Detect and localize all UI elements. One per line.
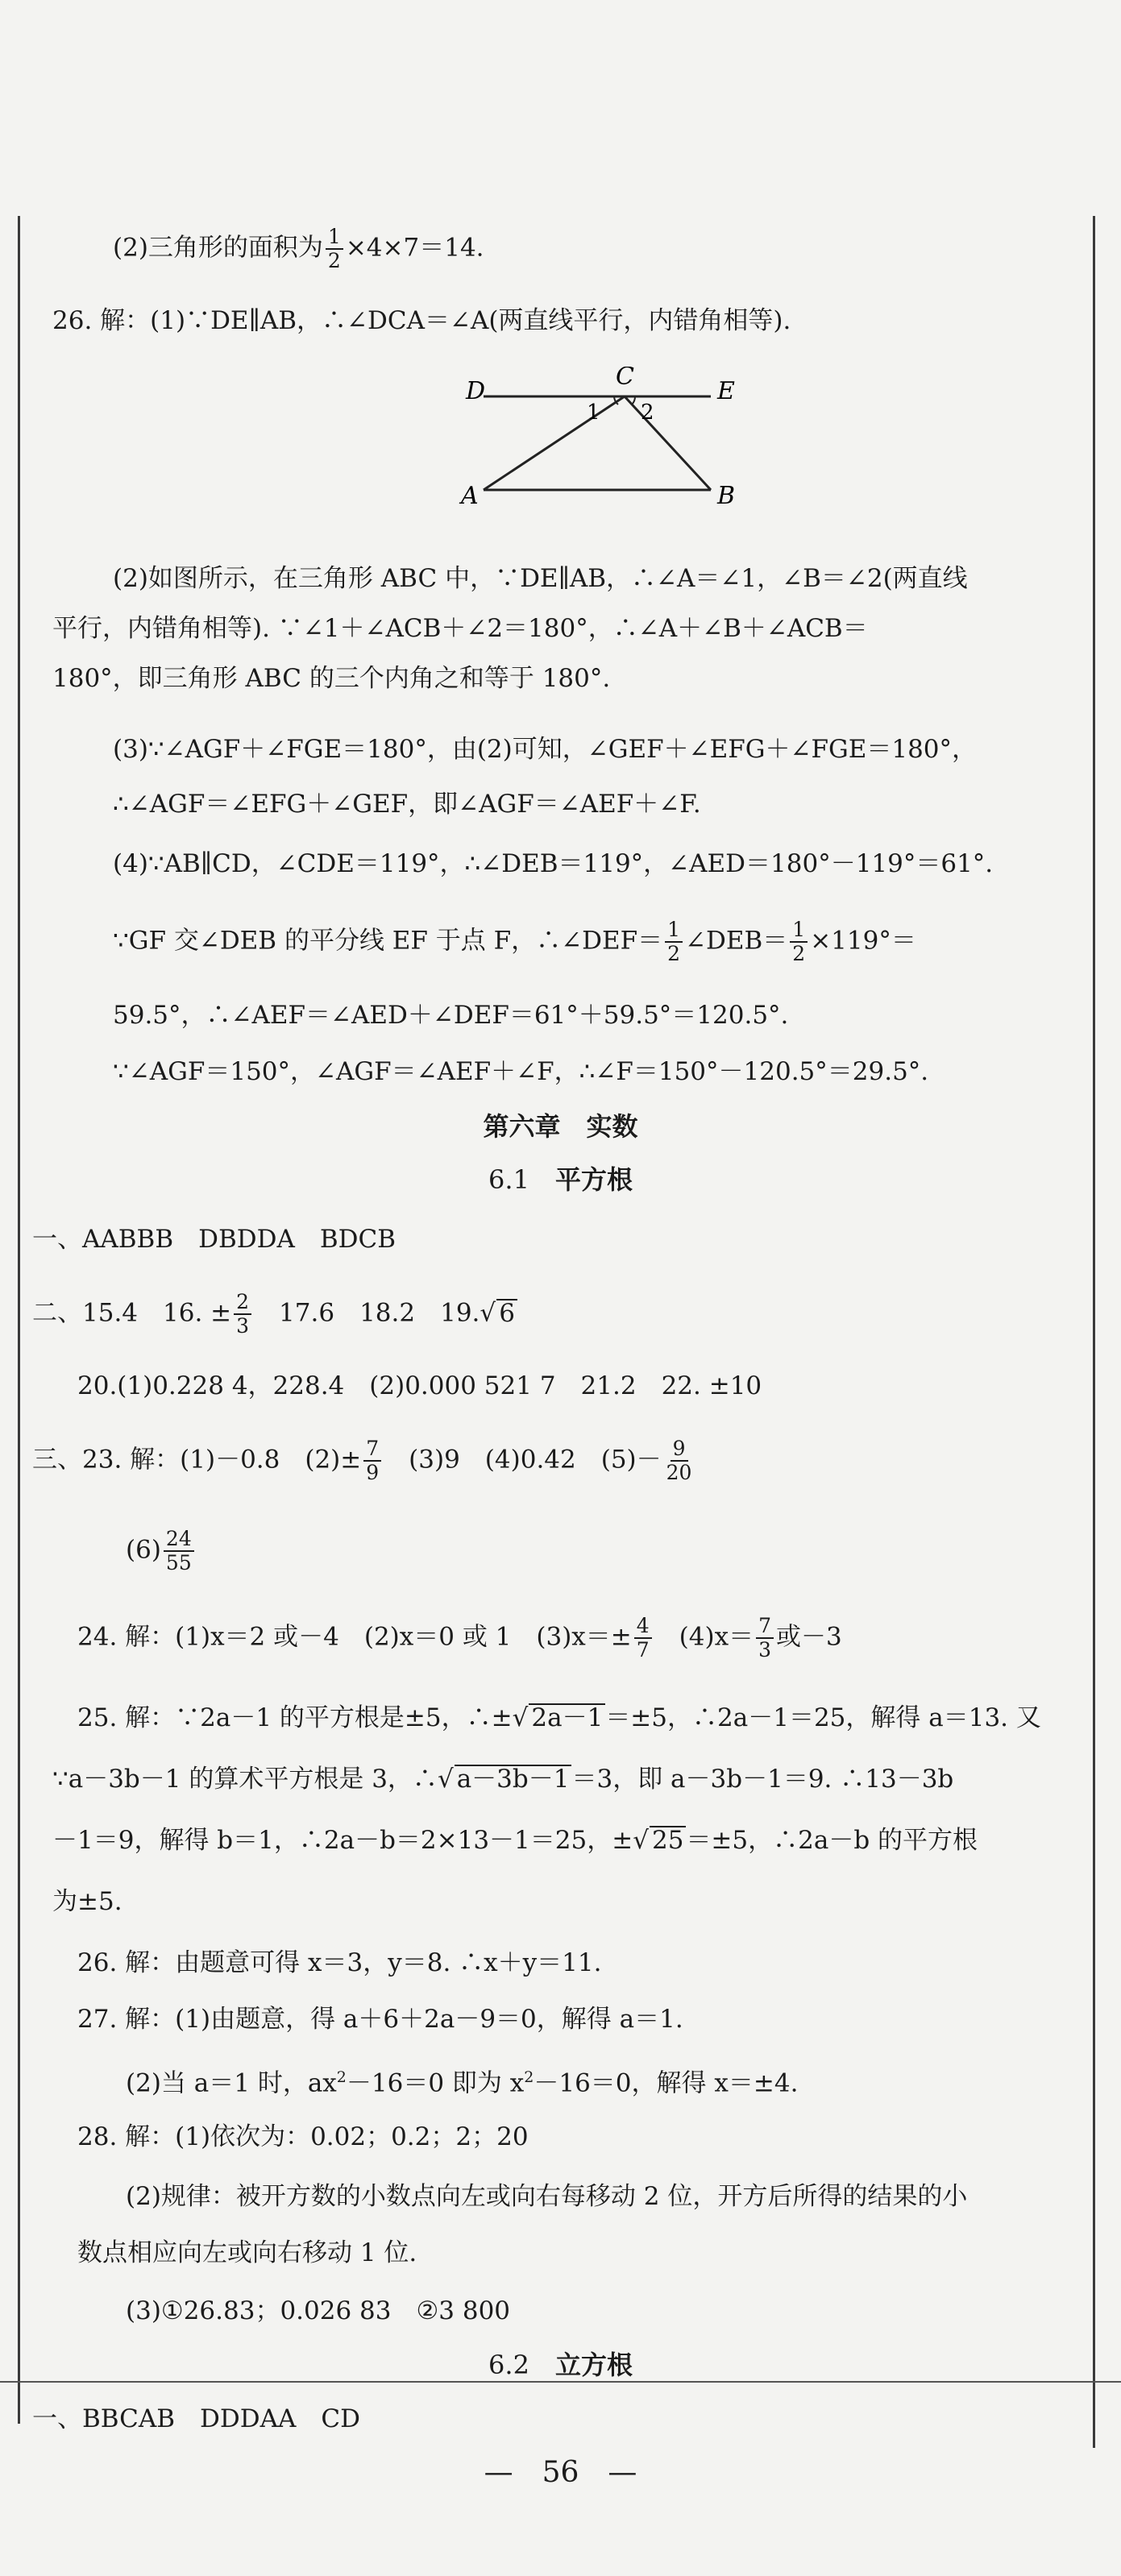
text: －1＝9，解得 b＝1，∴2a－b＝2×13－1＝25，± — [52, 1826, 633, 1855]
text: (4)x＝ — [654, 1622, 754, 1652]
text: 25. 解：∵2a－1 的平方根是±5，∴± — [77, 1703, 513, 1732]
s61-q25-b: ∵a－3b－1 的算术平方根是 3，∴√ a－3b－1＝3，即 a－3b－1＝9. ∴13－3b — [52, 1765, 954, 1794]
frac-den: 3 — [758, 1638, 771, 1661]
text: ×4×7＝14. — [345, 233, 484, 263]
frac-num: 4 — [634, 1615, 652, 1639]
frac-den: 2 — [327, 249, 341, 272]
frac-num: 7 — [363, 1437, 381, 1462]
label-c: C — [616, 367, 634, 391]
fraction — [326, 226, 343, 272]
left-margin-line — [18, 216, 20, 2424]
side-ca — [484, 396, 625, 490]
s61-q28-d: (3)①26.83；0.026 83 ②3 800 — [126, 2296, 511, 2325]
s61-q27-b — [126, 2061, 798, 2099]
section-number: 6.2 — [488, 2350, 529, 2380]
frac-den: 20 — [666, 1461, 692, 1484]
superscript: 2 — [524, 2068, 534, 2086]
label-d: D — [466, 377, 486, 405]
label-b: B — [717, 482, 736, 510]
text: 二、15.4 16. ± — [32, 1298, 232, 1328]
s61-q27-a: 27. 解：(1)由题意，得 a＋6＋2a－9＝0，解得 a＝1. — [77, 2005, 683, 2034]
label-e: E — [717, 377, 735, 405]
q26-line4b — [113, 919, 916, 965]
section-62-heading — [0, 2349, 1121, 2381]
s62-part1: 一、BBCAB DDDAA CD — [32, 2404, 360, 2433]
text: ×119°＝ — [810, 926, 916, 956]
triangle-figure — [451, 367, 741, 520]
section-title: 平方根 — [554, 1164, 633, 1195]
fraction — [665, 919, 683, 965]
sqrt-radicand: 25 — [650, 1826, 686, 1853]
section-number: 6.1 — [488, 1164, 529, 1195]
s61-part1: 一、AABBB DBDDA BDCB — [32, 1225, 396, 1254]
superscript: 2 — [336, 2068, 347, 2086]
frac-num: 9 — [671, 1437, 688, 1462]
fraction — [234, 1291, 251, 1338]
text: ∵GF 交∠DEB 的平分线 EF 于点 F，∴∠DEF＝ — [113, 926, 663, 956]
s61-q25-a: 25. 解：∵2a－1 的平方根是±5，∴±√ 2a－1＝±5，∴2a－1＝25，解得 a＝13. 又 — [77, 1703, 1041, 1732]
s61-q23-6 — [126, 1528, 197, 1574]
q26-line2c: 180°，即三角形 ABC 的三个内角之和等于 180°. — [52, 664, 611, 693]
s61-q28-c: 数点相应向左或向右移动 1 位. — [77, 2238, 417, 2267]
text: ＝3，即 a－3b－1＝9. ∴13－3b — [571, 1765, 954, 1794]
q26-line2b: 平行，内错角相等). ∵∠1＋∠ACB＋∠2＝180°，∴∠A＋∠B＋∠ACB＝ — [52, 614, 868, 643]
fraction — [790, 919, 808, 965]
label-angle-2: 2 — [641, 400, 654, 425]
page-number: — 56 — — [484, 2456, 637, 2489]
section-title: 立方根 — [554, 2350, 633, 2380]
q26-line3b: ∴∠AGF＝∠EFG＋∠GEF，即∠AGF＝∠AEF＋∠F. — [113, 790, 701, 819]
s61-q28-a: 28. 解：(1)依次为：0.02；0.2；2；20 — [77, 2122, 529, 2151]
frac-den: 2 — [792, 942, 806, 965]
frac-num: 1 — [326, 226, 343, 250]
bottom-rule — [0, 2381, 1121, 2383]
fraction — [664, 1437, 695, 1484]
text: ＝±5，∴2a－1＝25，解得 a＝13. 又 — [605, 1703, 1041, 1732]
q26-line4c: 59.5°，∴∠AEF＝∠AED＋∠DEF＝61°＋59.5°＝120.5°. — [113, 1001, 789, 1030]
frac-den: 2 — [667, 942, 681, 965]
q26-line4d: ∵∠AGF＝150°，∠AGF＝∠AEF＋∠F，∴∠F＝150°－120.5°＝29.5°. — [113, 1057, 929, 1086]
text: (2)当 a＝1 时，ax — [126, 2068, 337, 2098]
frac-num: 2 — [234, 1291, 251, 1315]
sqrt-radicand: 6 — [496, 1299, 517, 1326]
text: 或－3 — [776, 1622, 842, 1652]
text: ＝±5，∴2a－b 的平方根 — [686, 1826, 978, 1855]
fraction — [164, 1528, 194, 1574]
text: ∵a－3b－1 的算术平方根是 3，∴ — [52, 1765, 438, 1794]
label-a: A — [461, 482, 479, 510]
frac-den: 3 — [236, 1314, 250, 1338]
q26-line2a: (2)如图所示，在三角形 ABC 中，∵DE∥AB，∴∠A＝∠1，∠B＝∠2(两直线 — [113, 564, 968, 593]
s61-part2: 二、15.4 16. ± $\frac{2}{3}$ 17.6 18.2 19.√ 6 — [32, 1291, 517, 1338]
text: －16＝0，解得 x＝±4. — [534, 2068, 799, 2098]
text: (2)三角形的面积为 — [113, 233, 323, 263]
q26-line3a: (3)∵∠AGF＋∠FGE＝180°，由(2)可知，∠GEF＋∠EFG＋∠FGE＝180°， — [113, 735, 978, 764]
s61-q26: 26. 解：由题意可得 x＝3，y＝8. ∴x＋y＝11. — [77, 1948, 602, 1977]
text: ∠DEB＝ — [685, 926, 788, 956]
frac-den: 55 — [165, 1551, 192, 1574]
right-margin-line — [1093, 216, 1095, 2448]
fraction — [363, 1437, 381, 1484]
q26-line4a: (4)∵AB∥CD，∠CDE＝119°，∴∠DEB＝119°，∠AED＝180°－119°＝61°. — [113, 849, 994, 878]
text: (6) — [126, 1535, 161, 1565]
label-angle-1: 1 — [587, 400, 600, 425]
section-61-heading — [0, 1164, 1121, 1196]
fraction — [756, 1615, 774, 1661]
s61-q25-c: －1＝9，解得 b＝1，∴2a－b＝2×13－1＝25，±√ 25＝±5，∴2a－b 的平方根 — [52, 1826, 978, 1855]
s61-q20: 20.(1)0.228 4，228.4 (2)0.000 521 7 21.2 22. ±10 — [77, 1371, 762, 1400]
s61-q25-d: 为±5. — [52, 1887, 122, 1916]
q25-part2-line — [113, 226, 484, 272]
frac-num: 24 — [164, 1528, 194, 1552]
s61-q23 — [32, 1437, 696, 1484]
q26-line1: 26. 解：(1)∵DE∥AB，∴∠DCA＝∠A(两直线平行，内错角相等). — [52, 306, 791, 335]
side-cb — [625, 396, 711, 490]
frac-num: 1 — [665, 919, 683, 943]
text: 三、23. 解：(1)－0.8 (2)± — [32, 1445, 362, 1475]
s61-q28-b: (2)规律：被开方数的小数点向左或向右每移动 2 位，开方后所得的结果的小 — [126, 2182, 968, 2211]
text: 17.6 18.2 19. — [254, 1298, 480, 1328]
chapter-title: 第六章 实数 — [483, 1111, 638, 1142]
frac-num: 7 — [756, 1615, 774, 1639]
fraction — [634, 1615, 652, 1661]
sqrt-radicand: a－3b－1 — [455, 1765, 572, 1792]
text: －16＝0 即为 x — [346, 2068, 525, 2098]
s61-q24 — [77, 1615, 842, 1661]
frac-num: 1 — [790, 919, 808, 943]
sqrt-radicand: 2a－1 — [529, 1703, 605, 1731]
frac-den: 7 — [636, 1638, 650, 1661]
frac-den: 9 — [366, 1461, 380, 1484]
text: 24. 解：(1)x＝2 或－4 (2)x＝0 或 1 (3)x＝± — [77, 1622, 632, 1652]
text: (3)9 (4)0.42 (5)－ — [384, 1445, 662, 1475]
